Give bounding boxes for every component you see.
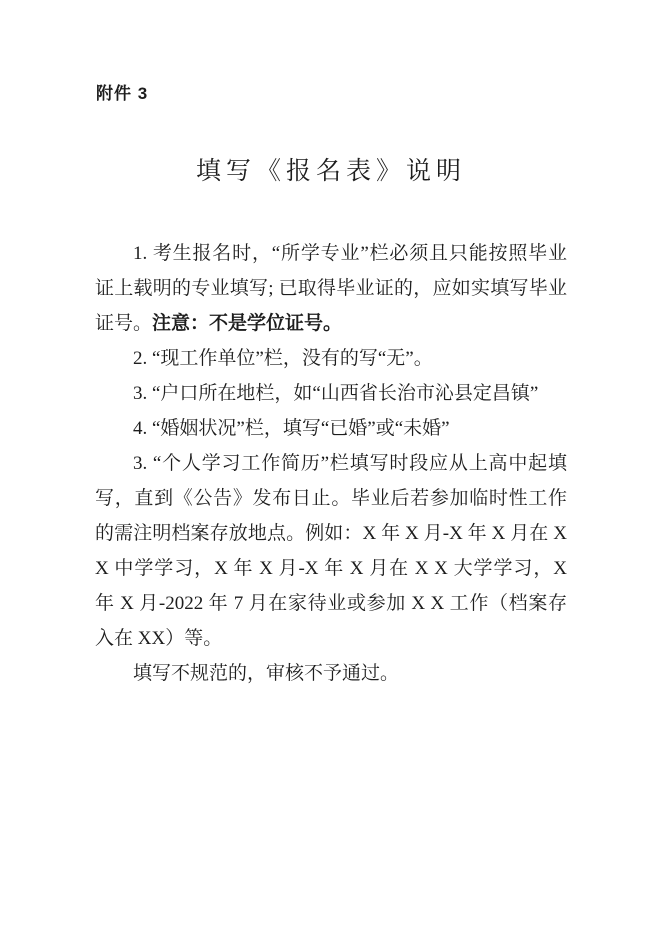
paragraph-1-text: 1. 考生报名时，“所学专业”栏必须且只能按照毕业证上载明的专业填写; 已取得毕业证的，应如实填写毕业证号。 (95, 243, 567, 334)
paragraph-6: 填写不规范的，审核不予通过。 (133, 663, 400, 684)
paragraph-1-bold-note: 注意：不是学位证号。 (152, 313, 343, 334)
document-body (95, 236, 567, 691)
paragraph-2: 2. “现工作单位”栏，没有的写“无”。 (133, 348, 433, 369)
attachment-label: 附件 3 (96, 84, 149, 103)
paragraph-1 (95, 236, 567, 341)
paragraph-5: 3. “个人学习工作简历”栏填写时段应从上高中起填写，直到《公告》发布日止。毕业后若参加临时性工作的需注明档案存放地点。例如：X 年 X 月-X 年 X 月在 X X 中学学习，X 年 X 月-X 年 X 月在 X X 大学学习，X 年 X 月-2022 年 7 月在家待业或参加 X X 工作（档案存入在 XX）等。 (95, 453, 567, 649)
paragraph-4: 4. “婚姻状况”栏，填写“已婚”或“未婚” (133, 418, 450, 439)
document-title: 填写《报名表》说明 (195, 158, 466, 185)
paragraph-3: 3. “户口所在地栏，如“山西省长治市沁县定昌镇” (133, 383, 539, 404)
